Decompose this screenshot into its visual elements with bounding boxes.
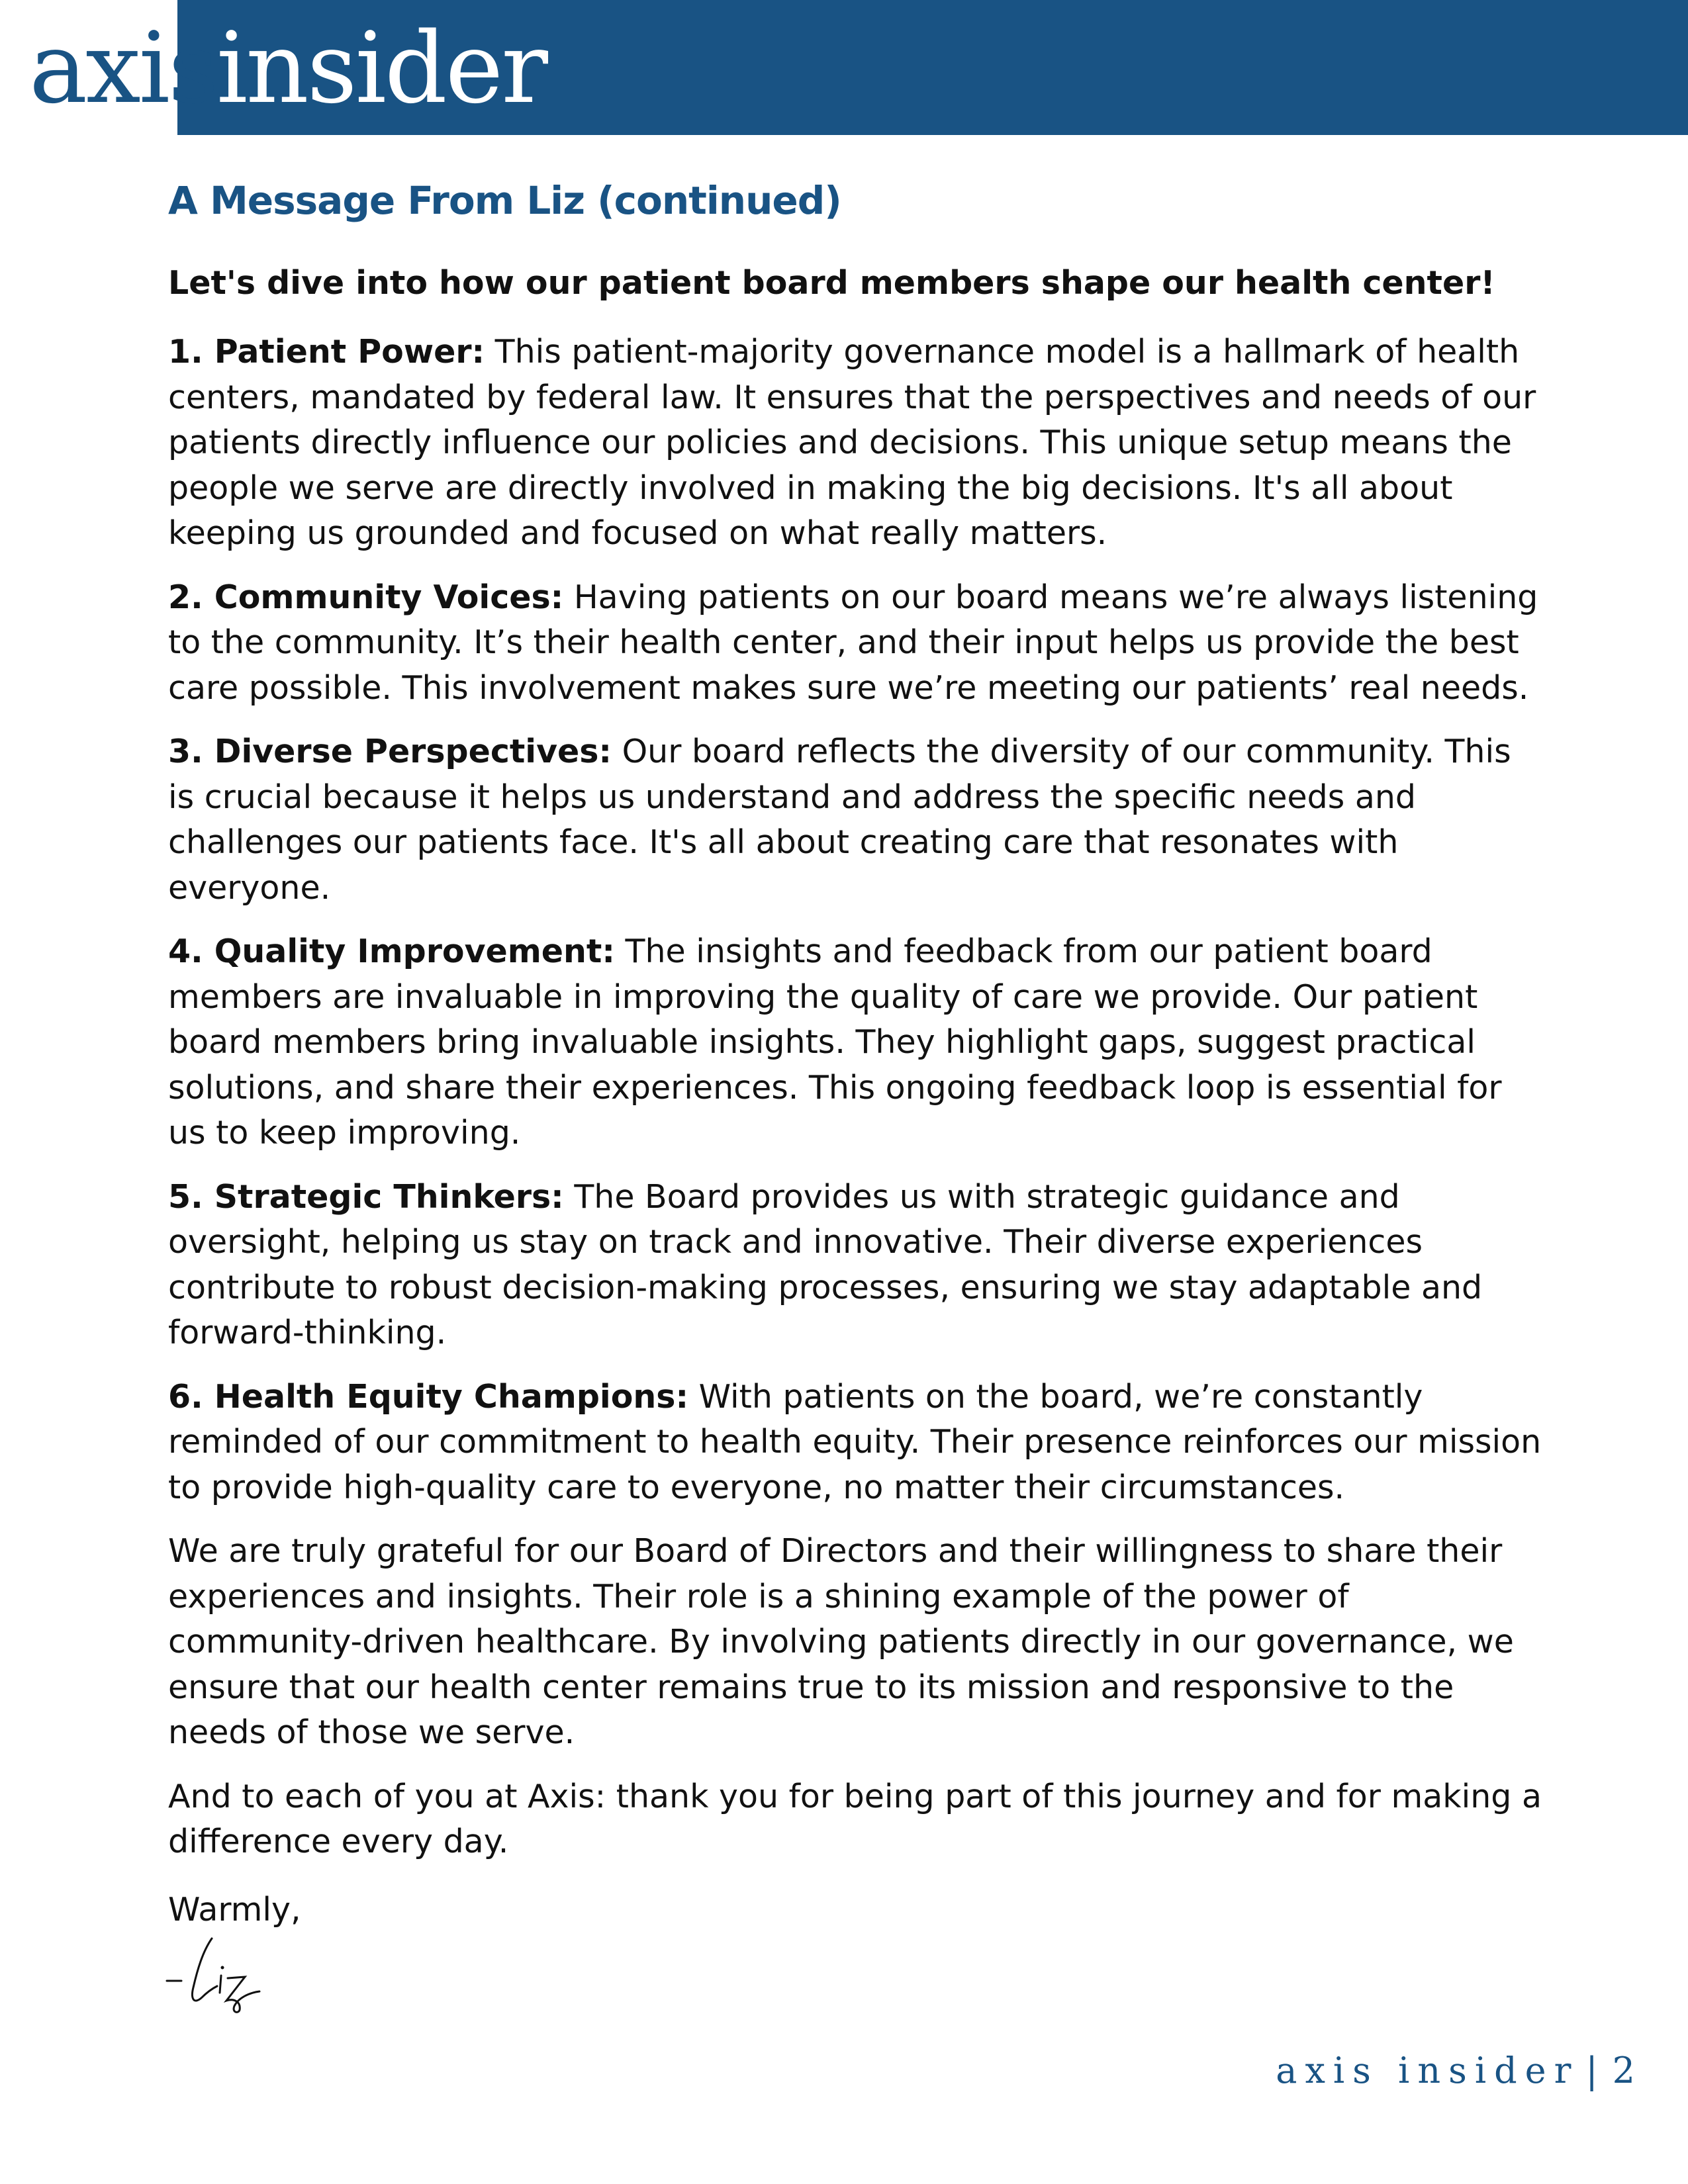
point-1 [168, 330, 1545, 557]
point-text: Having patients on our board means we’re always listening to the community. It’s their health center, and their input helps us provide the best care possible. This involvement makes sure we’re meeting our patients’ real needs. [168, 578, 1538, 707]
point-heading: 2. Community Voices: [168, 578, 564, 616]
point-text: Our board reflects the diversity of our community. This is crucial because it helps us understand and address the specific needs and challenges our patients face. It's all about creating care that resonates with everyone. [168, 733, 1511, 907]
logo-axis: axis [29, 11, 216, 125]
signoff: Warmly, [168, 1890, 301, 1929]
point-4 [168, 929, 1545, 1156]
point-heading: 6. Health Equity Champions: [168, 1377, 689, 1416]
point-heading: 1. Patient Power: [168, 333, 485, 371]
gratitude-paragraph: We are truly grateful for our Board of Directors and their willingness to share their experiences and insights. Their role is a shining example of the power of community-driven healthcare. By involving patients directly in our governance, we ensure that our health center remains true to its mission and responsive to the needs of those we serve. [168, 1532, 1514, 1751]
point-2 [168, 575, 1545, 711]
footer-separator: | [1585, 2050, 1606, 2091]
footer-publication: axis insider [1276, 2050, 1579, 2091]
point-6 [168, 1375, 1545, 1511]
article-title: A Message From Liz (continued) [168, 178, 841, 223]
point-5 [168, 1175, 1545, 1356]
article-body [168, 158, 1545, 1933]
point-text: The Board provides us with strategic guidance and oversight, helping us stay on track and innovative. Their diverse experiences contribute to robust decision-making processes, ensuring we stay adaptable and forward-thinking. [168, 1177, 1483, 1351]
masthead-logo [29, 5, 546, 131]
point-text: With patients on the board, we’re constantly reminded of our commitment to health equity. Their presence reinforces our mission to provide high-quality care to everyone, no matter their circumstances. [168, 1377, 1542, 1506]
page-footer [1276, 2048, 1643, 2094]
thanks-paragraph: And to each of you at Axis: thank you for being part of this journey and for making a difference every day. [168, 1777, 1542, 1860]
signature-liz [160, 1929, 279, 2015]
page-number: 2 [1612, 2050, 1643, 2091]
point-heading: 4. Quality Improvement: [168, 933, 615, 970]
article-intro: Let's dive into how our patient board members shape our health center! [168, 264, 1495, 302]
point-3 [168, 729, 1545, 911]
point-text: This patient-majority governance model is a hallmark of health centers, mandated by federal law. It ensures that the perspectives and needs of our patients directly influence our policies and decisions. This unique setup means the people we serve are directly involved in making the big decisions. It's all about keeping us grounded and focused on what really matters. [168, 333, 1536, 552]
point-heading: 3. Diverse Perspectives: [168, 733, 612, 770]
point-text: The insights and feedback from our patient board members are invaluable in improving the quality of care we provide. Our patient board members bring invaluable insights. They highlight gaps, suggest practical solutions, and share their experiences. This ongoing feedback loop is essential for us to keep improving. [168, 933, 1502, 1152]
point-heading: 5. Strategic Thinkers: [168, 1177, 564, 1216]
logo-insider: insider [216, 11, 547, 125]
